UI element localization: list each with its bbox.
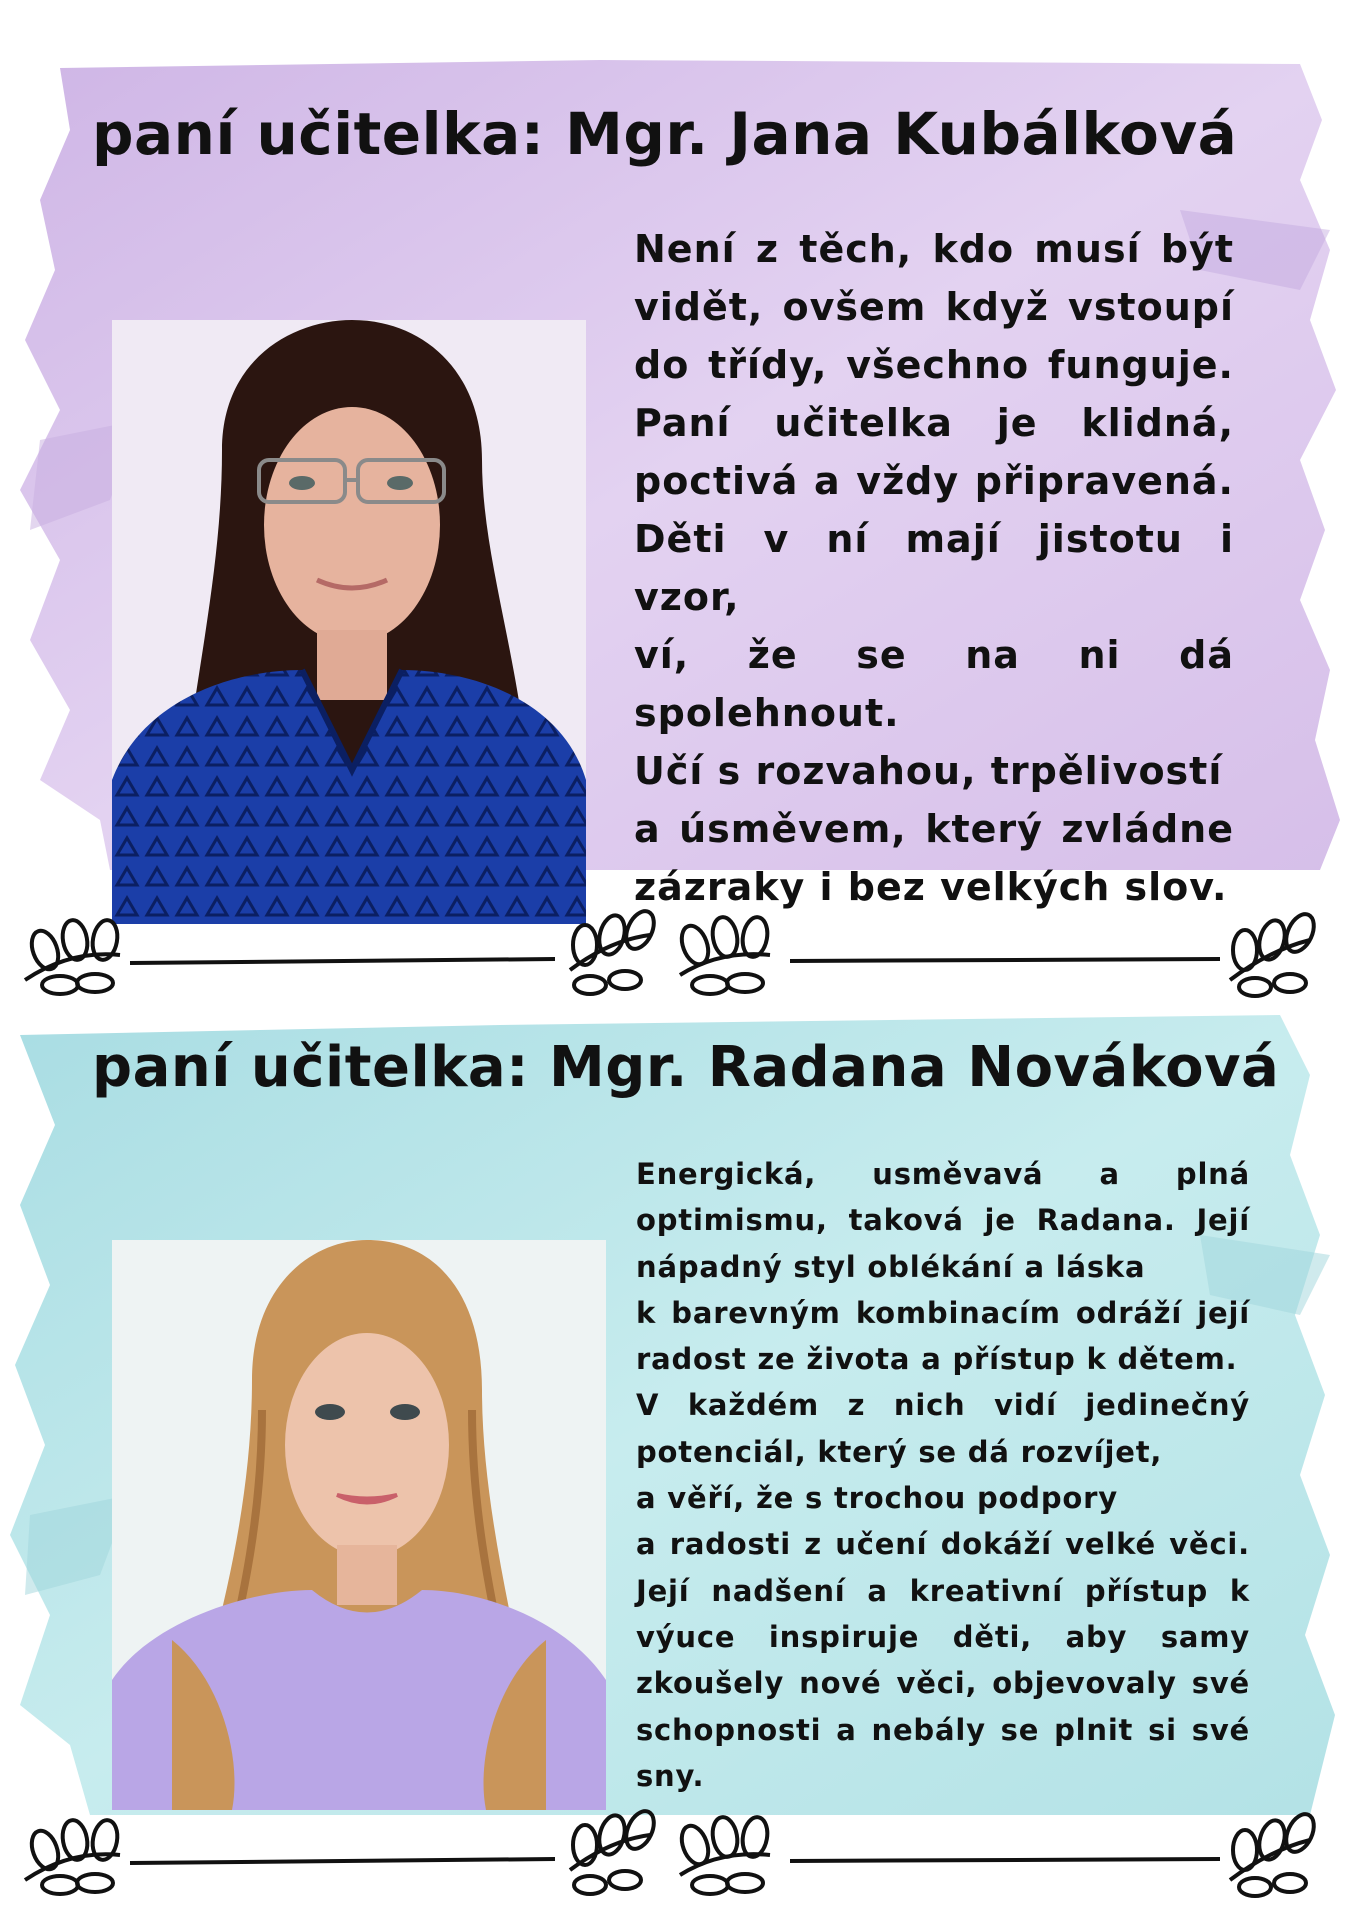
bio-line: do třídy, všechno funguje. (634, 343, 1234, 387)
bio-line: poctivá a vždy připravená. (634, 459, 1234, 503)
bio-line: optimismu, taková je Radana. Její (636, 1203, 1250, 1238)
teacher-name-title: paní učitelka: Mgr. Radana Nováková (92, 1035, 1280, 1100)
bio-line: potenciál, který se dá rozvíjet, (636, 1434, 1163, 1469)
bio-line: Děti v ní mají jistotu i vzor, (634, 517, 1234, 619)
leaf-sprig-icon (1230, 1810, 1319, 1896)
bio-line: schopnosti a nebály se plnit si své (636, 1712, 1250, 1747)
floral-divider (0, 1795, 1357, 1905)
leaf-sprig-icon (570, 907, 659, 994)
bio-line: a věří, že s trochou podpory (636, 1481, 1118, 1516)
leaf-sprig-icon (570, 1807, 659, 1894)
leaf-sprig-icon (677, 1815, 770, 1894)
bio-line: zázraky i bez velkých slov. (634, 865, 1228, 909)
bio-line: Energická, usměvavá a plná (636, 1157, 1250, 1191)
bio-line: a úsměvem, který zvládne (634, 807, 1234, 851)
face (264, 407, 440, 643)
bio-line: Paní učitelka je klidná, (634, 401, 1234, 445)
floral-divider (0, 895, 1357, 1005)
bio-line: a radosti z učení dokáží velké věci. (636, 1527, 1250, 1562)
bio-line: k barevným kombinacím odráží její (636, 1295, 1250, 1330)
face (285, 1333, 449, 1557)
bio-line: sny. (636, 1758, 705, 1793)
bio-line: radost ze života a přístup k dětem. (636, 1342, 1238, 1377)
teacher-bio (634, 220, 1234, 916)
bio-line: V každém z nich vidí jedinečný (636, 1388, 1250, 1423)
teacher-bio (636, 1151, 1250, 1799)
bio-line: nápadný styl oblékání a láska (636, 1249, 1146, 1284)
leaf-sprig-icon (25, 1818, 120, 1894)
bio-line: zkoušely nové věci, objevovaly své (636, 1666, 1250, 1701)
bio-line: ví, že se na ni dá spolehnout. (634, 633, 1234, 735)
leaf-sprig-icon (25, 918, 120, 994)
teacher-name-title: paní učitelka: Mgr. Jana Kubálková (92, 100, 1238, 168)
teacher-photo (112, 1240, 606, 1810)
bio-line: Není z těch, kdo musí být (634, 227, 1234, 271)
bio-line: vidět, ovšem když vstoupí (634, 285, 1234, 329)
bio-line: výuce inspiruje děti, aby samy (636, 1619, 1250, 1654)
teacher-photo (112, 320, 586, 924)
bio-line: Učí s rozvahou, trpělivostí (634, 749, 1223, 793)
teacher-card-2 (0, 1015, 1357, 1815)
bio-line: Její nadšení a kreativní přístup k (636, 1573, 1250, 1608)
teacher-card-1 (0, 60, 1357, 909)
leaf-sprig-icon (677, 915, 770, 994)
leaf-sprig-icon (1230, 910, 1319, 996)
